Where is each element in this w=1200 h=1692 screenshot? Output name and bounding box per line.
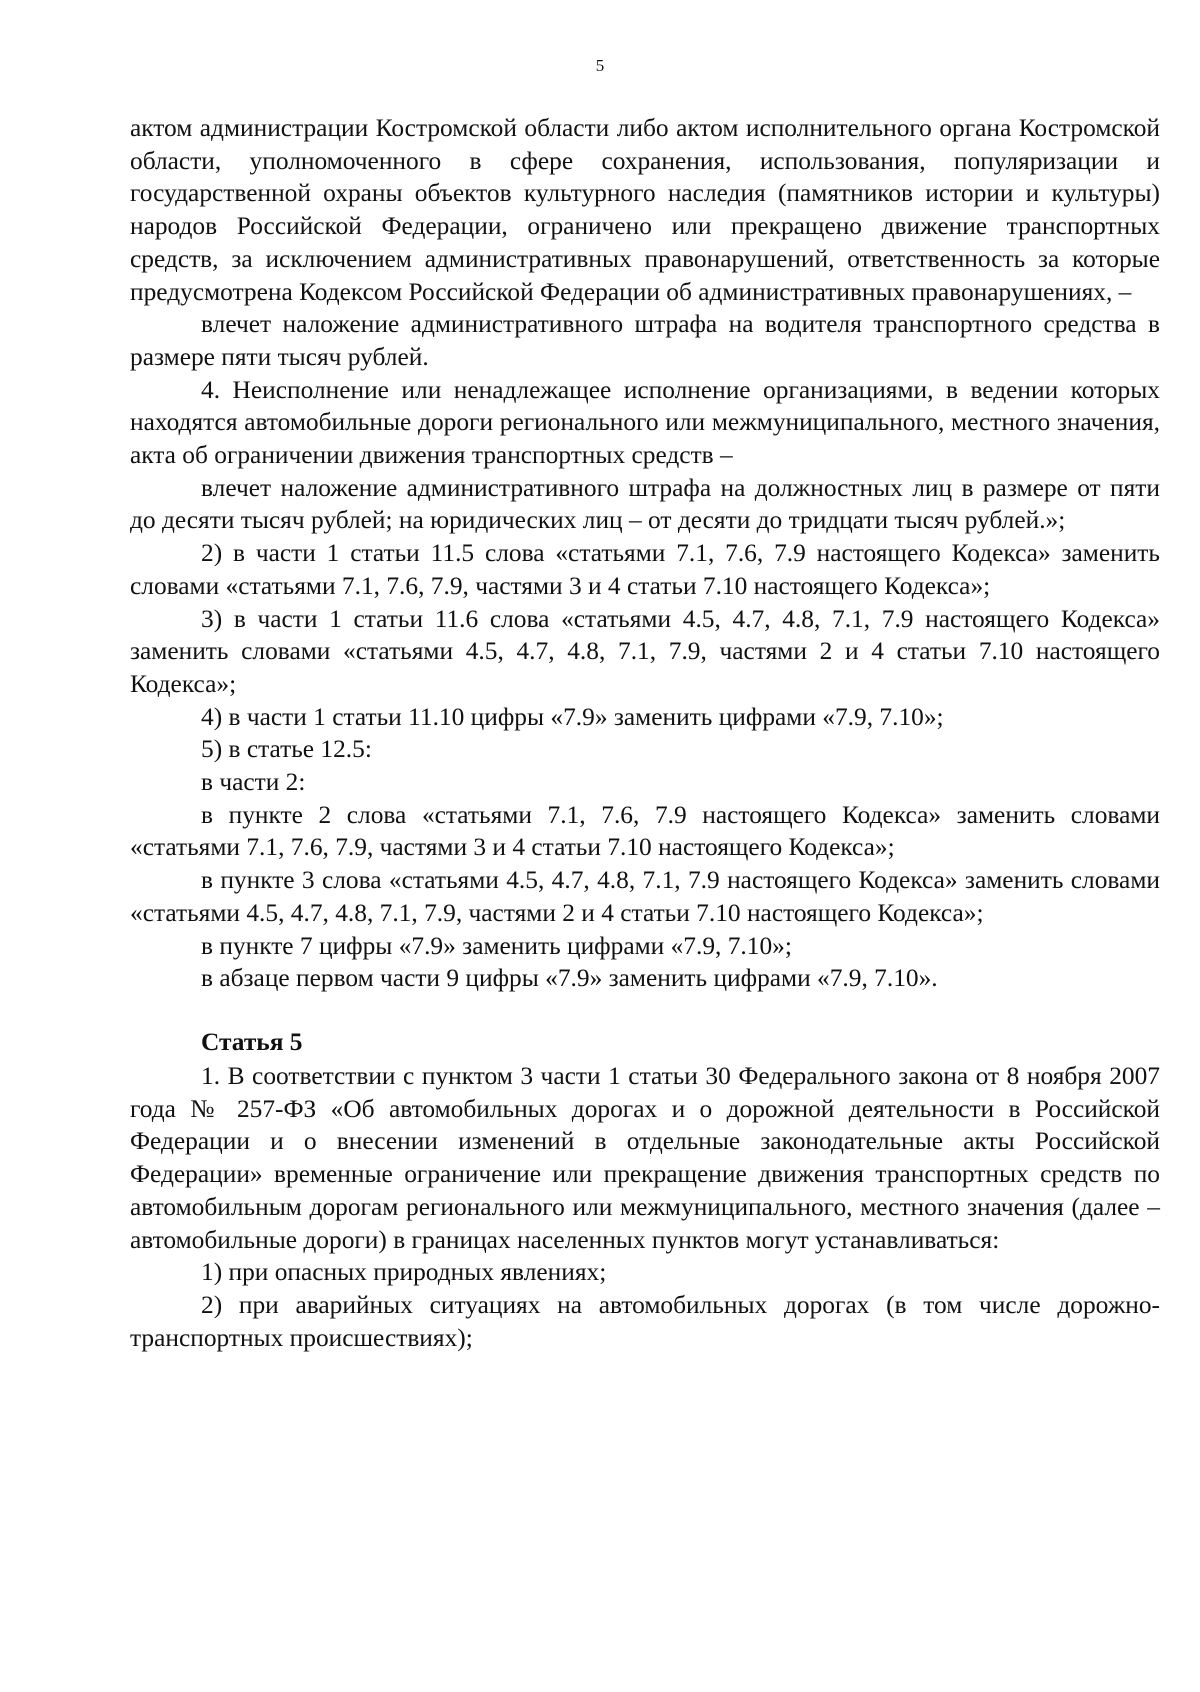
paragraph: 4) в части 1 статьи 11.10 цифры «7.9» заменить цифрами «7.9, 7.10»; [201,702,944,731]
paragraph: влечет наложение административного штрафа на должностных лиц в размере от пяти до десяти тысяч рублей; на юридических лиц – от десяти до тридцати тысяч рублей.»; [130,473,1160,535]
paragraph: 4. Неисполнение или ненадлежащее исполнение организациями, в ведении которых находятся автомобильные дороги регионального или межмуниципального, местного значения, акта об ограничении движения транспортных средств – [130,375,1160,470]
paragraph: в пункте 2 слова «статьями 7.1, 7.6, 7.9 настоящего Кодекса» заменить словами «статьями 7.1, 7.6, 7.9, частями 3 и 4 статьи 7.10 настоящего Кодекса»; [130,800,1160,862]
paragraph: 3) в части 1 статьи 11.6 слова «статьями 4.5, 4.7, 4.8, 7.1, 7.9 настоящего Кодекса» заменить словами «статьями 4.5, 4.7, 4.8, 7.1, 7.9, частями 2 и 4 статьи 7.10 настоящего Кодекса»; [130,604,1160,698]
paragraph: актом администрации Костромской области либо актом исполнительного органа Костромской области, уполномоченного в сфере сохранения, использования, популяризации и государственной охраны объектов культурного наследия (памятников истории и культуры) народов Российской Федерации, ограничено или прекращено движение транспортных средств, за исключением административных правонарушений, ответственность за которые предусмотрена Кодексом Российской Федерации об административных правонарушениях, – [130,114,1160,306]
article-heading: Статья 5 [201,1027,303,1056]
document-body [130,112,1160,1354]
paragraph: 1. В соответствии с пунктом 3 части 1 статьи 30 Федерального закона от 8 ноября 2007 года № 257-ФЗ «Об автомобильных дорогах и о дорожной деятельности в Российской Федерации и о внесении изменений в отдельные законодательные акты Российской Федерации» временные ограничение или прекращение движения транспортных средств по автомобильным дорогам регионального или межмуниципального, местного значения (далее – автомобильные дороги) в границах населенных пунктов могут устанавливаться: [130,1061,1160,1254]
paragraph: в пункте 3 слова «статьями 4.5, 4.7, 4.8, 7.1, 7.9 настоящего Кодекса» заменить словами «статьями 4.5, 4.7, 4.8, 7.1, 7.9, частями 2 и 4 статьи 7.10 настоящего Кодекса»; [130,866,1160,927]
paragraph: 2) при аварийных ситуациях на автомобильных дорогах (в том числе дорожно-транспортных происшествиях); [130,1290,1160,1352]
paragraph: в пункте 7 цифры «7.9» заменить цифрами «7.9, 7.10»; [201,931,792,960]
paragraph: 5) в статье 12.5: [201,735,372,764]
paragraph: 2) в части 1 статьи 11.5 слова «статьями 7.1, 7.6, 7.9 настоящего Кодекса» заменить словами «статьями 7.1, 7.6, 7.9, частями 3 и 4 статьи 7.10 настоящего Кодекса»; [130,539,1160,600]
section-before [130,112,1160,995]
paragraph: 1) при опасных природных явлениях; [201,1258,607,1287]
section-after [130,1060,1160,1354]
paragraph: в части 2: [201,768,306,797]
page-number: 5 [595,56,605,75]
paragraph: в абзаце первом части 9 цифры «7.9» заменить цифрами «7.9, 7.10». [201,964,938,993]
paragraph: влечет наложение административного штрафа на водителя транспортного средства в размере пяти тысяч рублей. [130,310,1160,371]
